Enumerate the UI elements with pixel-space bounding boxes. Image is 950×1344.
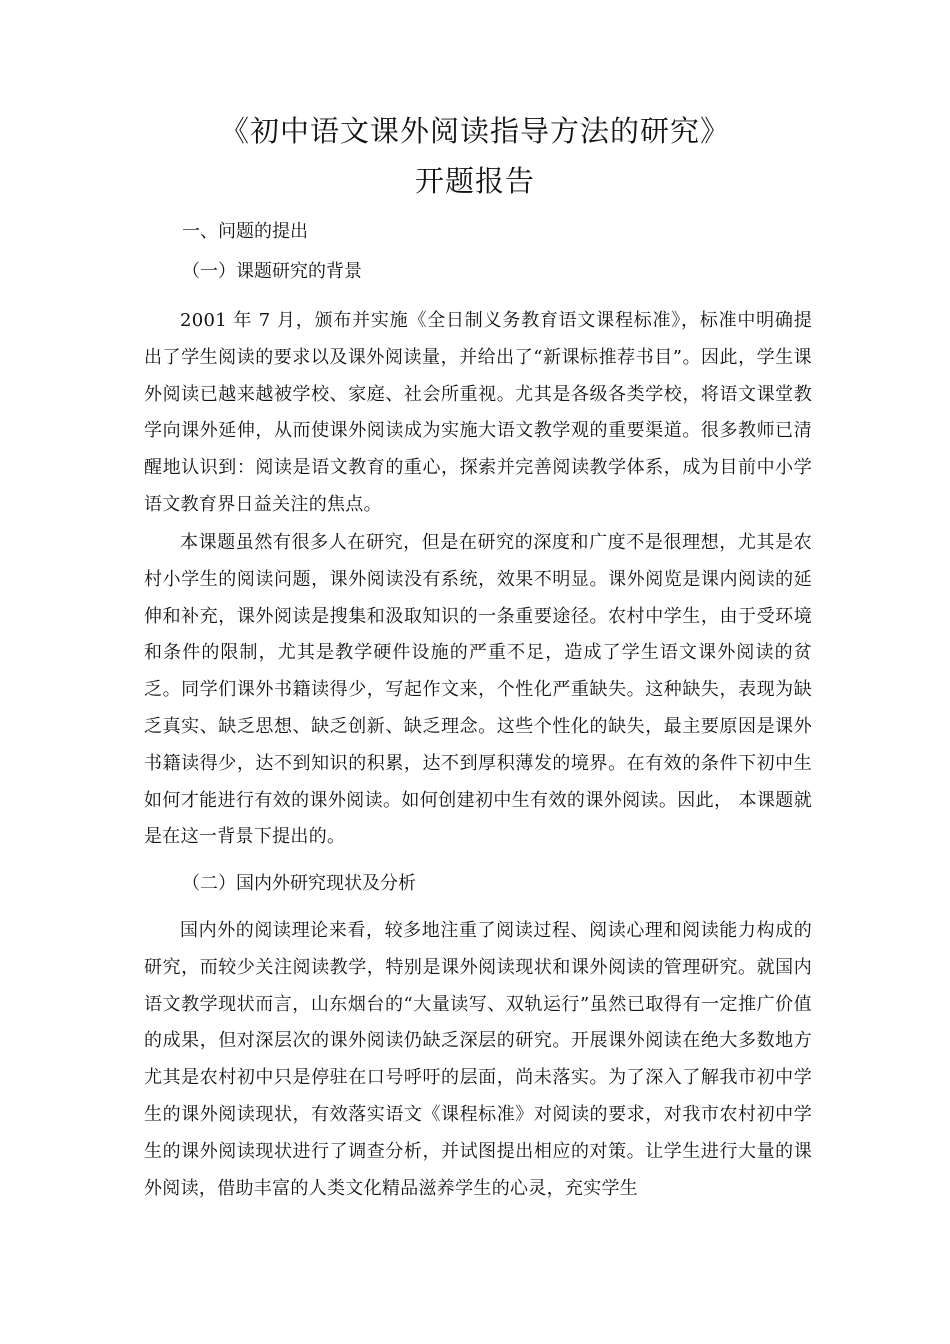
document-subtitle: 开题报告 xyxy=(414,164,535,198)
paragraph-research-status: 国内外的阅读理论来看，较多地注重了阅读过程、阅读心理和阅读能力构成的研究，而较少关注阅读教学，特别是课外阅读现状和课外阅读的管理研究。就国内语文教学现状而言，山东烟台的“大量读写、双轨运行”虽然已取得有一定推广价值的成果，但对深层次的课外阅读仍缺乏深层的研究。开展课外阅读在绝大多数地方尤其是农村初中只是停驻在口号呼吁的层面，尚未落实。为了深入了解我市初中学生的课外阅读现状，有效落实语文《课程标准》对阅读的要求，对我市农村初中学生的课外阅读现状进行了调查分析，并试图提出相应的对策。让学生进行大量的课外阅读，借助丰富的人类文化精品滋养学生的心灵，充实学生 xyxy=(144,920,812,1199)
document-title: 《初中语文课外阅读指导方法的研究》 xyxy=(219,114,730,148)
subsection-heading-background: （一）课题研究的背景 xyxy=(182,261,362,282)
paragraph-background-1: 2001 年 7 月，颁布并实施《全日制义务教育语文课程标准》，标准中明确提出了学生阅读的要求以及课外阅读量，并给出了“新课标推荐书目”。因此，学生课外阅读已越来越被学校、家庭、社会所重视。尤其是各级各类学校，将语文课堂教学向课外延伸，从而使课外阅读成为实施大语文教学观的重要渠道。很多教师已清醒地认识到：阅读是语文教育的重心，探索并完善阅读教学体系，成为目前中小学语文教育界日益关注的焦点。 xyxy=(144,310,812,515)
section-heading-problem: 一、问题的提出 xyxy=(182,221,308,242)
paragraph-background-2: 本课题虽然有很多人在研究，但是在研究的深度和广度不是很理想，尤其是农村小学生的阅读问题，课外阅读没有系统，效果不明显。课外阅览是课内阅读的延伸和补充，课外阅读是搜集和汲取知识的一条重要途径。农村中学生，由于受环境和条件的限制，尤其是教学硬件设施的严重不足，造成了学生语文课外阅读的贫乏。同学们课外书籍读得少，写起作文来，个性化严重缺失。这种缺失，表现为缺乏真实、缺乏思想、缺乏创新、缺乏理念。这些个性化的缺失，最主要原因是课外书籍读得少，达不到知识的积累，达不到厚积薄发的境界。在有效的条件下初中生如何才能进行有效的课外阅读。如何创建初中生有效的课外阅读。因此， 本课题就是在这一背景下提出的。 xyxy=(144,532,812,848)
subsection-heading-research-status: （二）国内外研究现状及分析 xyxy=(182,873,416,894)
